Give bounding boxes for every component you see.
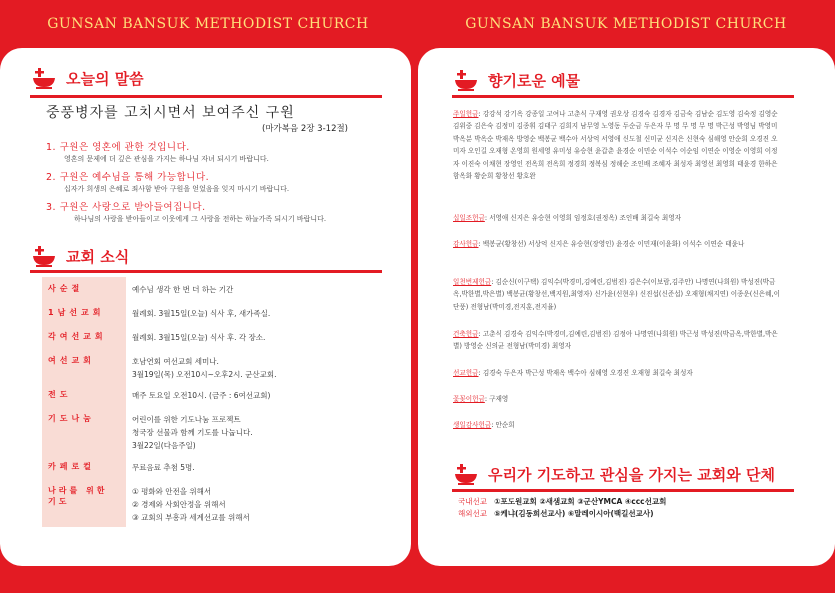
news-row-label: 각여선교회 xyxy=(42,325,126,349)
church-bowl-icon xyxy=(30,66,58,90)
news-row xyxy=(42,325,358,349)
news-section-head xyxy=(30,244,129,268)
news-row-label: 전도 xyxy=(42,383,126,407)
sermon-point-title: 1. 구원은 영혼에 관한 것입니다. xyxy=(46,142,190,153)
prayer-section-head xyxy=(452,462,775,486)
news-row xyxy=(42,407,358,455)
sermon-title: 중풍병자를 고치시면서 보여주신 구원 xyxy=(46,105,295,121)
news-row-label: 나라를 위한 기도 xyxy=(42,479,126,527)
church-bowl-icon xyxy=(30,244,58,268)
sermon-point-desc: 하나님의 사랑을 받아들이고 이웃에게 그 사랑을 전하는 하늘가족 되시기 바랍니다. xyxy=(74,215,327,223)
sermon-reference: (마가복음 2장 3-12절) xyxy=(262,124,349,134)
offering-item: 주일헌금: 강강석 강기옥 강종일 고여나 고춘식 구재영 권오상 김경숙 김경자 김금숙 김남순 김도영 김숙정 김영순 김위중 김은숙 김정미 김종휘 김태구 김희지 남무영 노영동 두순금 두은자 무 명 무 명 무 명 박근성 박영님 박영미 박옥분 박옥순 박재옥 방영순 백봉균 백수아 서상억 서영애 신도철 신미균 신지은 신현숙 심해영 안순희 오경진 오미자 오인길 오재형 온영희 원세영 유미성 유승현 윤갑춘 윤경순 이민순 이석수 이순임 이연순 이영순 이영희 이정자 이진숙 이채현 장영인 전옥희 전옥희 정경희 정복심 정해순 조인배 조혜자 최성자 최영선 최영희 태윤경 한하은 함옥화 황순희 황창선 황호완 xyxy=(453,110,778,181)
news-row xyxy=(42,455,358,479)
news-row xyxy=(42,277,358,301)
sermon-point-title: 2. 구원은 예수님을 통해 가능합니다. xyxy=(46,172,210,183)
news-row-value: 어린이를 위한 기도나눔 프로젝트 청국장 선물과 함께 기도를 나눕니다. 3월22일(다음주일) xyxy=(132,415,253,450)
header-left: GUNSAN BANSUK METHODIST CHURCH xyxy=(47,16,369,32)
offering-item: 생일감사헌금: 안순희 xyxy=(453,421,515,429)
news-rule xyxy=(30,270,382,273)
church-bowl-icon xyxy=(452,462,480,486)
offerings-section-title: 향기로운 예물 xyxy=(488,71,581,90)
news-row xyxy=(42,383,358,407)
offerings-section-head xyxy=(452,68,580,92)
sermon-point-desc: 십자가 희생의 은혜로 죄사함 받아 구원을 얻었음을 잊지 마시기 바랍니다. xyxy=(64,185,290,193)
offering-item: 선교헌금: 김경숙 두은자 박근성 박재옥 백수아 심해영 오경진 오재형 최길숙 최성자 xyxy=(453,369,693,377)
prayer-rule xyxy=(452,489,794,492)
news-row-label: 여선교회 xyxy=(42,349,126,383)
news-row-value: 매주 토요일 오전10시. (금주 : 6여선교회) xyxy=(132,391,271,400)
news-row-value: 무료음료 추첨 5명. xyxy=(132,463,195,472)
news-row xyxy=(42,301,358,325)
news-row-label: 기도나눔 xyxy=(42,407,126,455)
news-row-value: 호남연회 여선교회 세미나. 3월19일(목) 오전10시~오후2시. 군산교회. xyxy=(132,357,277,379)
offering-item: 감사헌금: 백봉균(황창선) 서상억 신지은 유승현(장영인) 윤경순 이민재(이윤화) 이석수 이연순 태윤나 xyxy=(453,240,745,248)
news-row xyxy=(42,349,358,383)
offering-item: 꽃꽂이헌금: 구재영 xyxy=(453,395,509,403)
offerings-rule xyxy=(452,95,794,98)
prayer-section-title: 우리가 기도하고 관심을 가지는 교회와 단체 xyxy=(488,465,775,484)
church-bowl-icon xyxy=(452,68,480,92)
news-row-value: 예수님 생각 한 번 더 하는 기간 xyxy=(132,285,234,294)
news-section-title: 교회 소식 xyxy=(66,247,130,266)
offering-item: 십일조헌금: 서영애 신지은 유승현 이영희 임정호(권정옥) 조인배 최길숙 최영자 xyxy=(453,214,681,222)
offering-item: 건축헌금: 고춘식 김경숙 김익수(박경미,김예린,김범진) 김정아 나명연(나희원) 박근성 박성진(박금옥,박한별,박은별) 방영순 신의균 전형남(박미경) 최영자 xyxy=(453,330,778,351)
news-row-label: 카페로컬 xyxy=(42,455,126,479)
sermon-section-title: 오늘의 말씀 xyxy=(66,69,144,88)
offering-item: 일천번제헌금: 김순신(이구택) 김익수(박경미,김예린,김범진) 김은수(이보람,김주안) 나명연(나희원) 박성진(박금옥,박한별,박은별) 백봉균(황창선,백지원,최영자) 신가윤(신현우) 신진섭(신준섭) 오재형(채지연) 이종운(신은혜,이단풍) 전형남(박미경,전지훈,전지율) xyxy=(453,278,780,311)
sermon-rule xyxy=(30,95,382,98)
news-row xyxy=(42,479,358,527)
news-row-label: 사순절 xyxy=(42,277,126,301)
header-right: GUNSAN BANSUK METHODIST CHURCH xyxy=(465,16,787,32)
news-row-value: ① 평화와 안전을 위해서 ② 경제와 사회안정을 위해서 ③ 교회의 부흥과 세계선교를 위해서 xyxy=(132,487,250,522)
prayer-row: 국내선교 ①포도원교회 ②새샘교회 ③군산YMCA ④ccc선교회 xyxy=(458,497,667,506)
news-row-value: 월례회. 3월15일(오늘) 식사 후, 새가족실. xyxy=(132,309,271,318)
sermon-section-head xyxy=(30,66,144,90)
sermon-point-desc: 영혼의 문제에 더 깊은 관심을 가지는 하나님 자녀 되시기 바랍니다. xyxy=(64,155,269,163)
news-row-value: 월례회. 3월15일(오늘) 식사 후. 각 장소. xyxy=(132,333,266,342)
prayer-row: 해외선교 ⑤케냐(김동희선교사) ⑥말레이시아(백길선교사) xyxy=(458,509,654,518)
news-row-label: 1남선교회 xyxy=(42,301,126,325)
sermon-point-title: 3. 구원은 사랑으로 받아들여집니다. xyxy=(46,202,206,213)
